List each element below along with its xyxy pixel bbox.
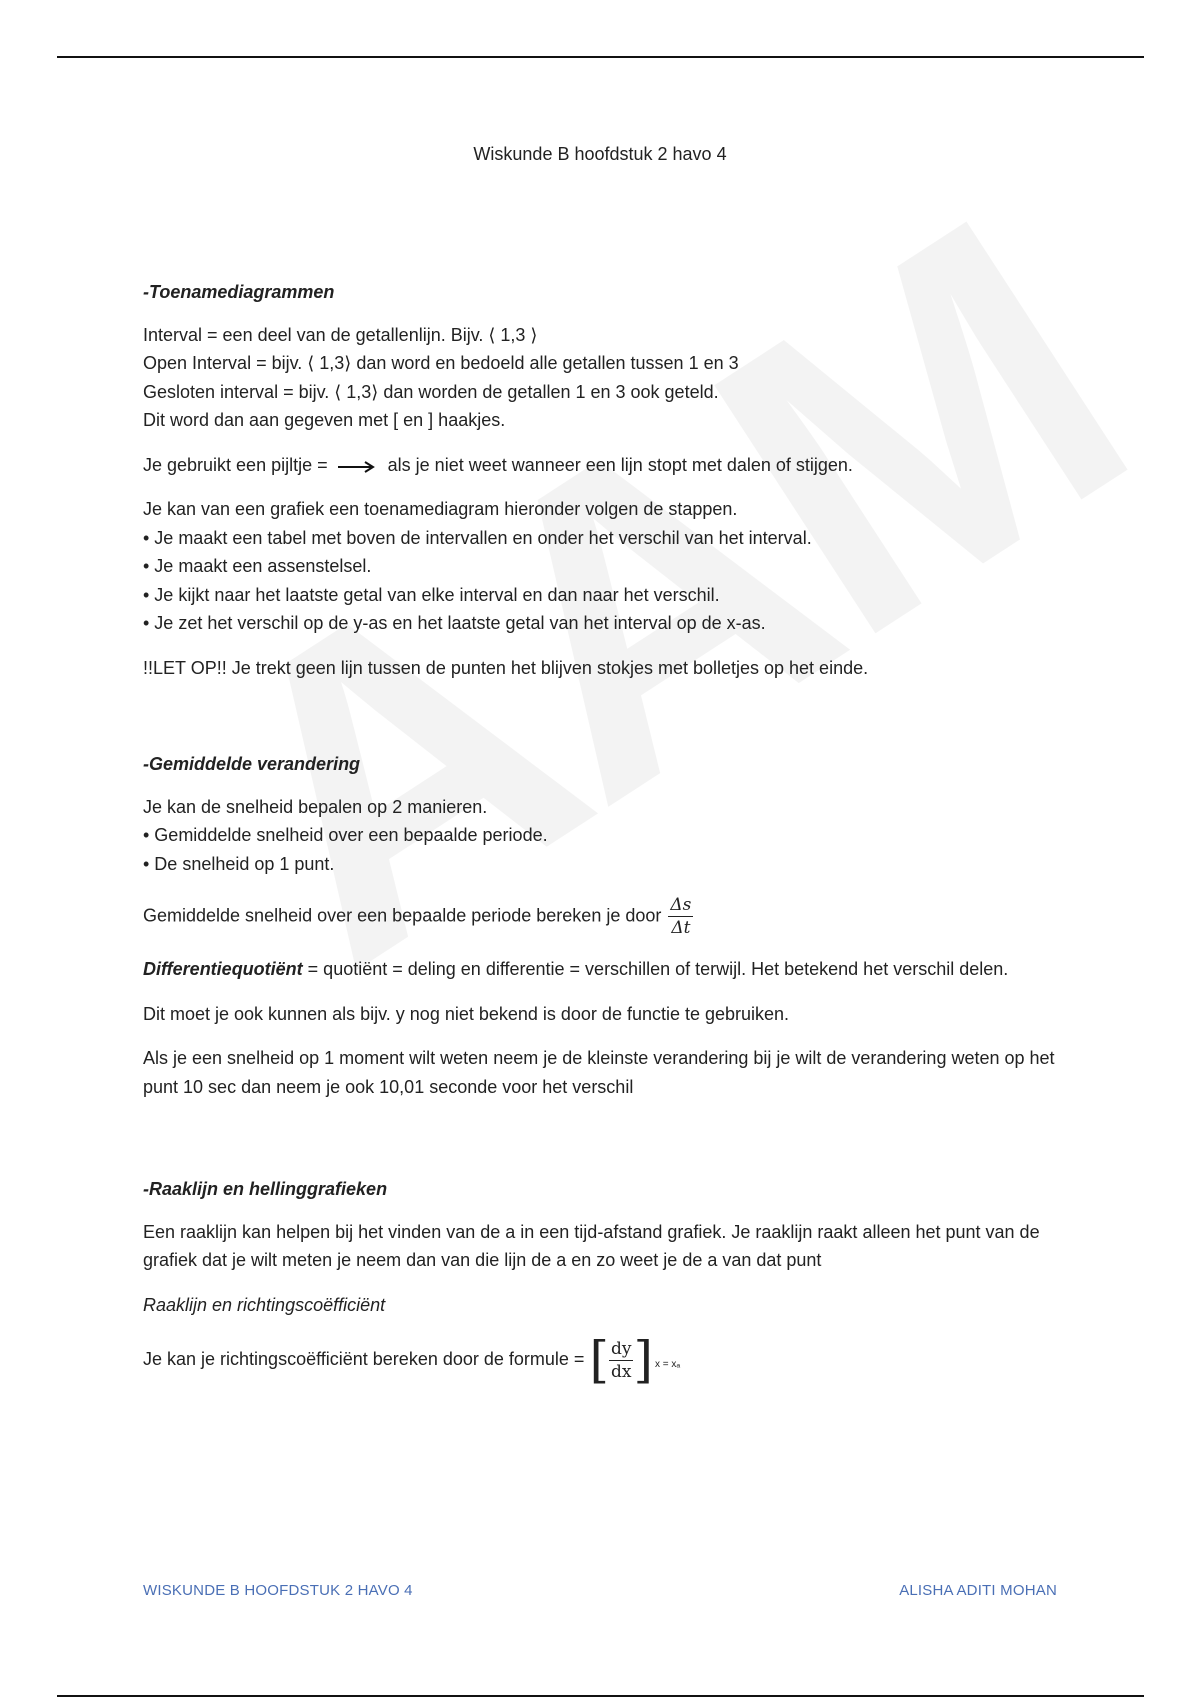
text-span: Je gebruikt een pijltje = bbox=[143, 454, 328, 475]
paragraph-snelheid bbox=[143, 793, 1063, 879]
left-bracket: [ bbox=[589, 1331, 609, 1389]
text-span: = quotiënt = deling en differentie = verschillen of terwijl. Het betekend het verschil delen. bbox=[302, 959, 1009, 979]
section-toenamediagrammen bbox=[143, 278, 1063, 682]
term-differentiequotient: Differentiequotiënt bbox=[143, 959, 303, 979]
list-item: • Je kijkt naar het laatste getal van elke interval en dan naar het verschil. bbox=[143, 584, 720, 605]
list-item: • Gemiddelde snelheid over een bepaalde periode. bbox=[143, 825, 548, 845]
paragraph-steps bbox=[143, 495, 1063, 638]
paragraph-formula bbox=[143, 894, 1063, 939]
list-item: • Je maakt een tabel met boven de intervallen en onder het verschil van het interval. bbox=[143, 527, 812, 548]
text-line: Open Interval = bijv. ⟨ 1,3⟩ dan word en bedoeld alle getallen tussen 1 en 3 bbox=[143, 353, 739, 373]
text-line: Je kan de snelheid bepalen op 2 manieren. bbox=[143, 796, 488, 817]
footer-author: ALISHA ADITI MOHAN bbox=[899, 1582, 1057, 1599]
paragraph-warning: !!LET OP!! Je trekt geen lijn tussen de punten het blijven stokjes met bolletjes op het einde. bbox=[143, 657, 869, 678]
section-heading: -Gemiddelde verandering bbox=[143, 754, 361, 774]
fraction-denominator: dx bbox=[610, 1361, 632, 1382]
derivative-formula bbox=[589, 1331, 681, 1389]
text-line: Je kan van een grafiek een toenamediagram hieronder volgen de stappen. bbox=[143, 499, 738, 519]
subheading-rc: Raaklijn en richtingscoëfficiënt bbox=[143, 1294, 386, 1315]
right-arrow-icon bbox=[337, 459, 377, 473]
list-item: • Je zet het verschil op de y-as en het laatste getal van het interval op de x-as. bbox=[143, 613, 766, 633]
fraction-denominator: Δt bbox=[671, 918, 691, 938]
footer-rule bbox=[57, 1695, 1144, 1697]
section-raaklijn bbox=[143, 1175, 1063, 1389]
fraction-numerator: Δs bbox=[670, 895, 692, 915]
paragraph-functie: Dit moet je ook kunnen als bijv. y nog niet bekend is door de functie te gebruiken. bbox=[143, 1003, 790, 1024]
footer-title: WISKUNDE B HOOFDSTUK 2 HAVO 4 bbox=[143, 1582, 413, 1599]
text-line: Dit word dan aan gegeven met [ en ] haakjes. bbox=[143, 410, 506, 430]
section-heading: -Toenamediagrammen bbox=[143, 282, 335, 302]
paragraph-interval bbox=[143, 321, 1063, 435]
fraction-numerator: dy bbox=[610, 1338, 632, 1359]
list-item: • Je maakt een assenstelsel. bbox=[143, 556, 372, 576]
derivative-fraction bbox=[609, 1338, 634, 1383]
paragraph-raaklijn: Een raaklijn kan helpen bij het vinden van de a in een tijd-afstand grafiek. Je raaklijn raakt alleen het punt van de grafiek dat je wilt meten je neem dan van die lijn de a en zo weet je de a van dat punt bbox=[143, 1221, 1040, 1270]
header-rule bbox=[57, 56, 1144, 58]
delta-fraction bbox=[668, 894, 693, 939]
text-line: Gesloten interval = bijv. ⟨ 1,3⟩ dan worden de getallen 1 en 3 ook geteld. bbox=[143, 381, 719, 402]
document-title: Wiskunde B hoofdstuk 2 havo 4 bbox=[473, 144, 727, 164]
paragraph-differentiequotient bbox=[143, 955, 1063, 984]
text-span: Gemiddelde snelheid over een bepaalde periode bereken je door bbox=[143, 905, 662, 926]
section-heading: -Raaklijn en hellinggrafieken bbox=[143, 1179, 388, 1199]
paragraph-rc-formula bbox=[143, 1331, 1063, 1389]
derivative-subscript: x = xₐ bbox=[654, 1358, 681, 1370]
list-item: • De snelheid op 1 punt. bbox=[143, 853, 335, 874]
text-span: als je niet weet wanneer een lijn stopt met dalen of stijgen. bbox=[387, 454, 853, 475]
text-line: Interval = een deel van de getallenlijn. Bijv. ⟨ 1,3 ⟩ bbox=[143, 324, 538, 345]
text-span: Je kan je richtingscoëfficiënt bereken door de formule = bbox=[143, 1348, 585, 1369]
document-body bbox=[143, 278, 1063, 1433]
right-bracket: ] bbox=[633, 1331, 653, 1389]
paragraph-moment: Als je een snelheid op 1 moment wilt weten neem je de kleinste verandering bij je wilt de verandering weten op het punt 10 sec dan neem je ook 10,01 seconde voor het verschil bbox=[143, 1048, 1055, 1097]
paragraph-arrow bbox=[143, 451, 1063, 480]
section-gemiddelde-verandering bbox=[143, 750, 1063, 1101]
